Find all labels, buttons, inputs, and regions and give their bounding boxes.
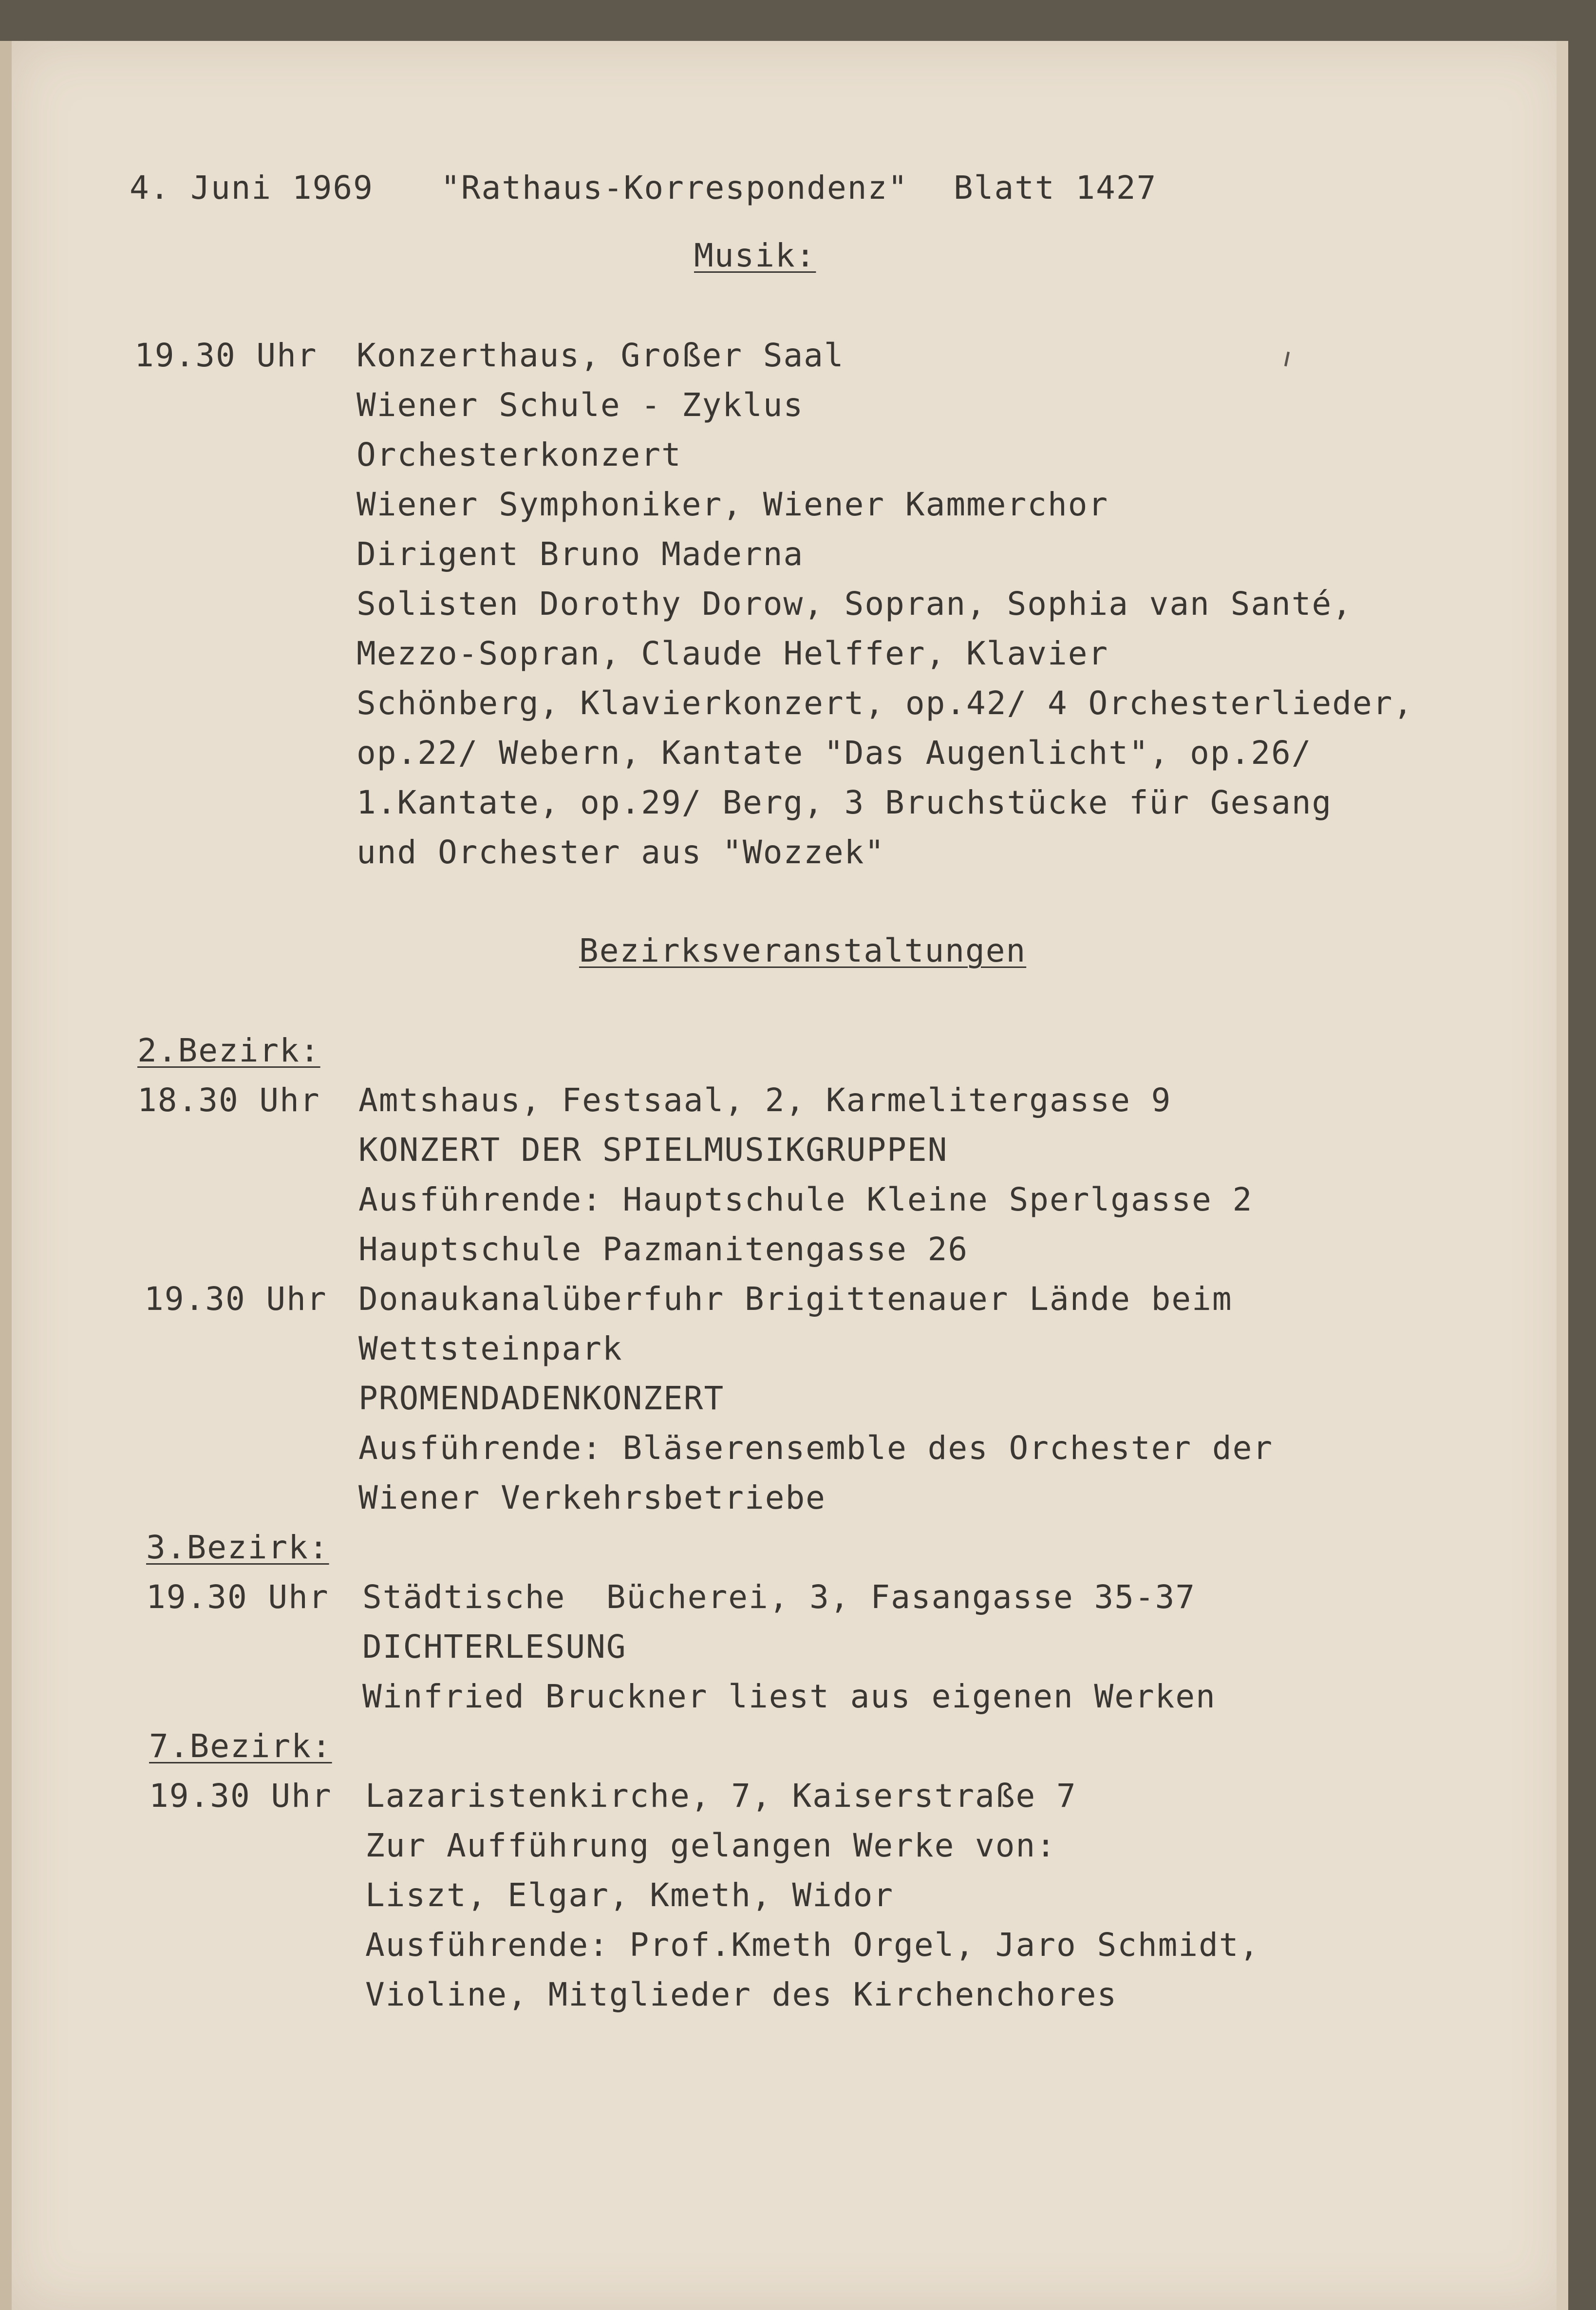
header-publication: "Rathaus-Korrespondenz": [441, 169, 908, 207]
music-line: Konzerthaus, Großer Saal: [357, 337, 845, 374]
event-line: PROMENDADENKONZERT: [358, 1380, 725, 1417]
music-line: und Orchester aus "Wozzek": [357, 833, 885, 871]
event-line: Winfried Bruckner liest aus eigenen Werken: [362, 1678, 1216, 1715]
music-time: 19.30 Uhr: [134, 337, 318, 374]
header-date: 4. Juni 1969: [130, 169, 374, 207]
event-line: Ausführende: Hauptschule Kleine Sperlgasse 2: [358, 1181, 1253, 1218]
district-label: 3.Bezirk:: [146, 1529, 329, 1566]
music-line: Solisten Dorothy Dorow, Sopran, Sophia van Santé,: [357, 585, 1353, 623]
event-line: Wiener Verkehrsbetriebe: [358, 1479, 826, 1516]
music-line: Mezzo-Sopran, Claude Helffer, Klavier: [357, 635, 1109, 672]
event-line: Donaukanalüberfuhr Brigittenauer Lände beim: [358, 1280, 1233, 1318]
event-line: Amtshaus, Festsaal, 2, Karmelitergasse 9: [358, 1081, 1172, 1119]
music-line: Wiener Symphoniker, Wiener Kammerchor: [357, 486, 1109, 523]
event-time: 19.30 Uhr: [146, 1578, 329, 1616]
event-time: 19.30 Uhr: [149, 1777, 332, 1815]
music-line: Wiener Schule - Zyklus: [357, 386, 804, 424]
event-line: DICHTERLESUNG: [362, 1628, 627, 1666]
event-line: Ausführende: Prof.Kmeth Orgel, Jaro Schmidt,: [365, 1926, 1260, 1964]
event-time: 18.30 Uhr: [137, 1081, 320, 1119]
music-line: Orchesterkonzert: [357, 436, 682, 473]
header-sheet-number: Blatt 1427: [954, 169, 1157, 207]
event-line: Wettsteinpark: [358, 1330, 623, 1367]
event-line: Hauptschule Pazmanitengasse 26: [358, 1231, 969, 1268]
music-line: Schönberg, Klavierkonzert, op.42/ 4 Orchesterlieder,: [357, 684, 1414, 722]
event-line: Lazaristenkirche, 7, Kaiserstraße 7: [365, 1777, 1077, 1815]
document-page: [12, 41, 1568, 2310]
music-heading: Musik:: [694, 237, 816, 274]
page-edge-left: [0, 41, 12, 2310]
event-line: Ausführende: Bläserensemble des Orchester der: [358, 1429, 1274, 1467]
district-label: 2.Bezirk:: [137, 1032, 320, 1069]
district-events-heading: Bezirksveranstaltungen: [579, 932, 1027, 969]
music-line: op.22/ Webern, Kantate "Das Augenlicht", op.26/: [357, 734, 1312, 772]
page-edge-right: [1557, 41, 1568, 2310]
event-line: Zur Aufführung gelangen Werke von:: [365, 1827, 1057, 1864]
event-line: Liszt, Elgar, Kmeth, Widor: [365, 1876, 894, 1914]
event-line: Städtische Bücherei, 3, Fasangasse 35-37: [362, 1578, 1196, 1616]
event-line: Violine, Mitglieder des Kirchenchores: [365, 1976, 1118, 2013]
district-label: 7.Bezirk:: [149, 1727, 332, 1765]
music-line: 1.Kantate, op.29/ Berg, 3 Bruchstücke für Gesang: [357, 784, 1333, 821]
music-line: Dirigent Bruno Maderna: [357, 535, 804, 573]
event-time: 19.30 Uhr: [144, 1280, 327, 1318]
event-line: KONZERT DER SPIELMUSIKGRUPPEN: [358, 1131, 948, 1169]
